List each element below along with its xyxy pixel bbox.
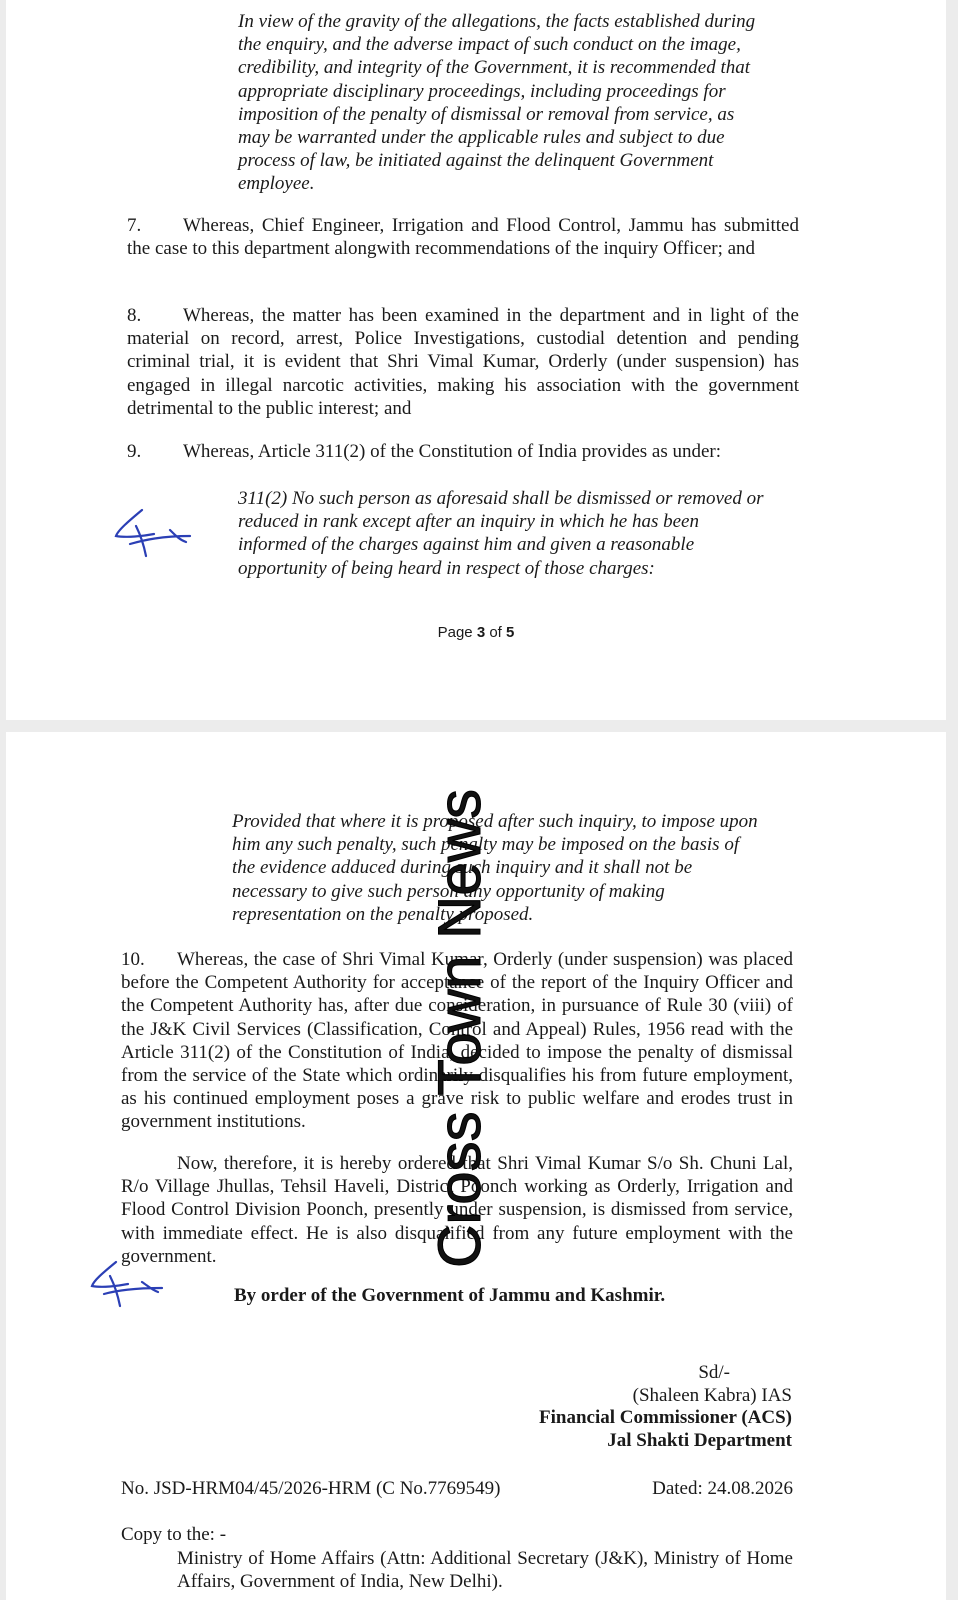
page-total: 5	[506, 624, 515, 641]
quote-line: opportunity of being heard in respect of those charges:	[238, 557, 655, 579]
paragraph-number: 8.	[127, 305, 142, 326]
recommendation-line: may be warranted under the applicable rules and subject to due	[238, 127, 725, 149]
paragraph-number: 10.	[121, 949, 145, 970]
document-page-3	[6, 0, 946, 720]
paragraph-9	[127, 440, 799, 463]
recommendation-line: credibility, and integrity of the Government, it is recommended that	[238, 57, 751, 79]
paragraph-text: Whereas, the matter has been examined in the department and in light of the material on record, arrest, Police Investigations, custodial detention and pending criminal trial, it is evident that Shri Vimal Kumar, Orderly (under suspension) has engaged in illegal narcotic activities, making his association with the government detrimental to the public interest; and	[127, 305, 799, 419]
signatory-name: (Shaleen Kabra) IAS	[632, 1384, 792, 1406]
page-prefix: Page	[437, 624, 473, 641]
proviso-line: him any such penalty, such penalty may be imposed on the basis of	[232, 834, 740, 856]
paragraph-number: 7.	[127, 215, 142, 236]
quote-line: informed of the charges against him and given a reasonable	[238, 534, 695, 556]
paragraph-text: Whereas, Chief Engineer, Irrigation and Flood Control, Jammu has submitted the case to this department alongwith recommendations of the inquiry Officer; and	[127, 215, 799, 260]
recommendation-line: process of law, be initiated against the delinquent Government	[238, 150, 714, 172]
order-text: Now, therefore, it is hereby ordered that Shri Vimal Kumar S/o Sh. Chuni Lal, R/o Village Jhullas, Tehsil Haveli, District Poonch working as Orderly, Irrigation and Flood Control Division Poonch, presently under suspension, is dismissed from service, with immediate effect. He is also disqualified from any future employment with the government.	[121, 1153, 793, 1267]
proviso-line: necessary to give such person any opportunity of making	[232, 880, 665, 902]
signatory-block	[539, 1362, 792, 1452]
dated: Dated: 24.08.2026	[652, 1478, 793, 1499]
paragraph-text: Whereas, Article 311(2) of the Constitution of India provides as under:	[183, 441, 722, 462]
page-current: 3	[476, 624, 486, 641]
watermark: Cross Town News	[426, 788, 493, 1268]
paragraph-text: Whereas, the case of Shri Vimal Kumar, Orderly (under suspension) was placed before the Competent Authority for acceptance of the report of the Inquiry Officer and the Competent Authority has, after due consideration, in pursuance of Rule 30 (viii) of the J&K Civil Services (Classification, Control and Appeal) Rules, 1956 read with the Article 311(2) of the Constitution of India, decided to impose the penalty of dismissal from the service of the State which ordinarily disqualifies his from future employment, as his continued employment poses a grave risk to public welfare and erodes trust in government institutions.	[121, 949, 793, 1133]
copy-to-label: Copy to the: -	[121, 1524, 227, 1545]
paragraph-7	[127, 214, 799, 260]
recommendation-line: appropriate disciplinary proceedings, including proceedings for	[238, 80, 726, 102]
quote-line: 311(2) No such person as aforesaid shall be dismissed or removed or	[238, 488, 764, 509]
proviso-line: the evidence adduced during such inquiry and it shall not be	[232, 857, 693, 879]
recommendation-line: imposition of the penalty of dismissal or removal from service, as	[238, 103, 735, 125]
recommendation-paragraph	[238, 10, 798, 196]
reference-line	[121, 1478, 793, 1500]
proviso-line: Provided that where it is proposed after such inquiry, to impose upon	[232, 811, 758, 832]
proviso-line: representation on the penalty proposed.	[232, 903, 534, 925]
proviso-quote	[232, 810, 792, 926]
paragraph-10	[121, 948, 793, 1134]
article-311-quote	[238, 487, 798, 580]
sd-mark: Sd/-	[698, 1362, 730, 1383]
recommendation-line: the enquiry, and the adverse impact of such conduct on the image,	[238, 34, 741, 56]
signatory-department: Jal Shakti Department	[607, 1429, 792, 1451]
order-paragraph	[121, 1152, 793, 1268]
copy-to-item: Ministry of Home Affairs (Attn: Additional Secretary (J&K), Ministry of Home Affairs, Government of India, New Delhi).	[177, 1548, 793, 1592]
initials-signature-icon	[110, 506, 194, 560]
by-order-line: By order of the Government of Jammu and Kashmir.	[234, 1285, 666, 1306]
page-sep: of	[489, 624, 502, 641]
initials-signature-icon	[86, 1258, 166, 1310]
paragraph-number: 9.	[127, 441, 142, 462]
recommendation-line: employee.	[238, 173, 315, 195]
signatory-designation: Financial Commissioner (ACS)	[539, 1407, 792, 1428]
page-number-footer	[6, 624, 946, 641]
paragraph-8	[127, 304, 799, 420]
quote-line: reduced in rank except after an inquiry in which he has been	[238, 511, 699, 533]
recommendation-line: In view of the gravity of the allegations, the facts established during	[238, 11, 756, 32]
reference-number: No. JSD-HRM04/45/2026-HRM (C No.7769549)	[121, 1478, 501, 1499]
